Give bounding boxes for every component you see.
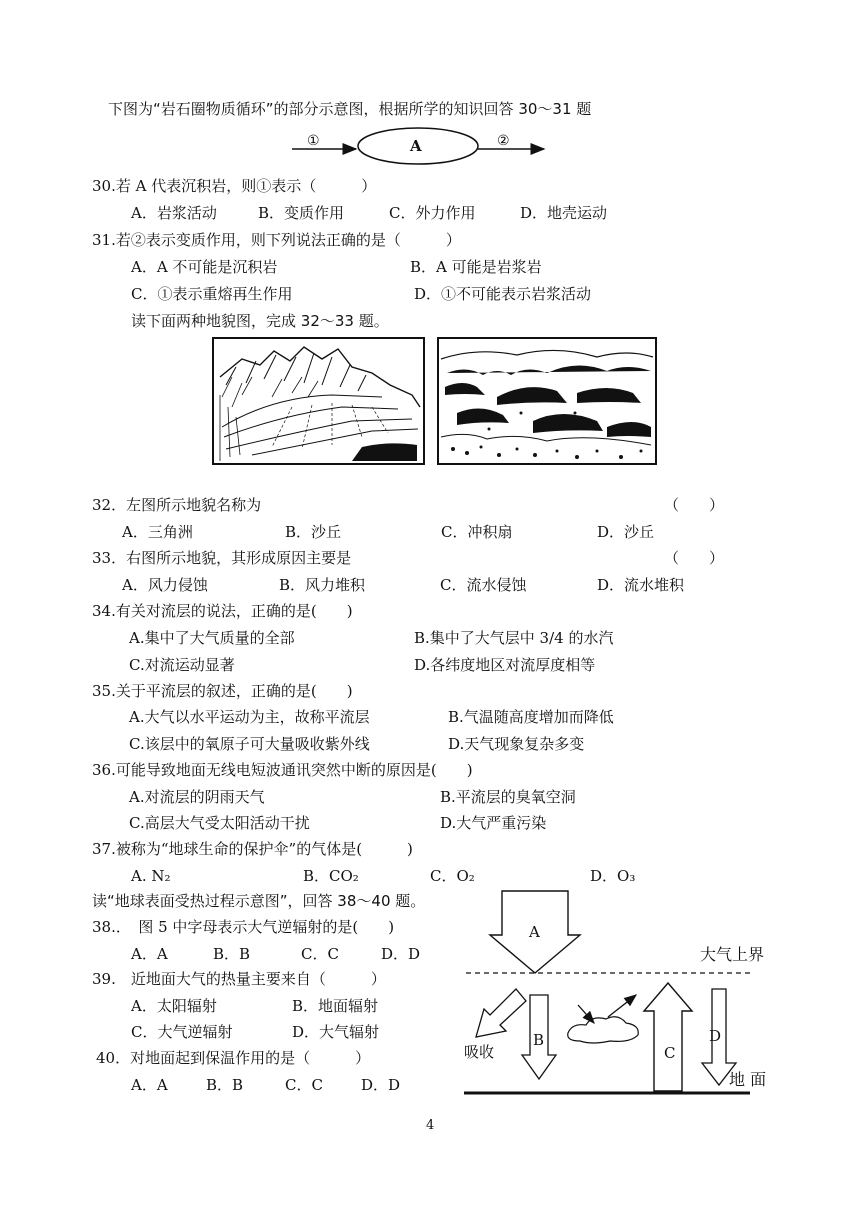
q38-stem: 38.． 图 5 中字母表示大气逆辐射的是( ) (92, 918, 395, 936)
q33-option-b: B．风力堆积 (279, 576, 366, 594)
q40-option-a: A．A (131, 1076, 168, 1094)
q35-option-a: A.大气以水平运动为主，故称平流层 (129, 708, 370, 726)
heating-label-c: C (664, 1044, 676, 1062)
cloud (568, 1017, 639, 1043)
q30-stem: 30.若 A 代表沉积岩，则①表示（ ） (92, 177, 377, 195)
q37-option-c: C．O₂ (430, 867, 475, 885)
cycle-label-A: A (410, 137, 422, 155)
q38-option-c: C．C (301, 945, 339, 963)
q32-stem: 32．左图所示地貌名称为 (92, 496, 262, 514)
heating-intro: 读“地球表面受热过程示意图”，回答 38～40 题。 (92, 892, 426, 910)
page-number: 4 (426, 1118, 435, 1133)
q30-option-c: C．外力作用 (389, 204, 476, 222)
q32-option-d: D．沙丘 (597, 523, 655, 541)
q31-option-c: C．①表示重熔再生作用 (131, 285, 293, 303)
q39-option-a: A．太阳辐射 (131, 997, 217, 1015)
q37-option-a: A. N₂ (131, 867, 171, 885)
q30-option-b: B．变质作用 (258, 204, 345, 222)
q31-option-b: B．A 可能是岩浆岩 (410, 258, 542, 276)
q35-option-d: D.天气现象复杂多变 (448, 735, 585, 753)
q35-option-c: C.该层中的氧原子可大量吸收紫外线 (129, 735, 370, 753)
q33-answer-bracket: （ ） (664, 549, 725, 567)
q37-option-b: B．CO₂ (303, 867, 359, 885)
cycle-label-1: ① (307, 133, 320, 149)
q36-stem: 36.可能导致地面无线电短波通讯突然中断的原因是( ) (92, 761, 473, 779)
q32-answer-bracket: （ ） (664, 496, 725, 514)
heating-ground-label: 地 面 (729, 1070, 767, 1089)
q31-option-d: D．①不可能表示岩浆活动 (414, 285, 592, 303)
q33-option-a: A．风力侵蚀 (122, 576, 208, 594)
q40-option-d: D．D (361, 1076, 401, 1094)
q33-stem: 33．右图所示地貌，其形成原因主要是 (92, 549, 352, 567)
q39-option-c: C．大气逆辐射 (131, 1023, 233, 1041)
q36-option-a: A.对流层的阴雨天气 (129, 788, 265, 806)
q33-option-c: C．流水侵蚀 (440, 576, 527, 594)
q40-option-b: B．B (206, 1076, 244, 1094)
q34-option-a: A.集中了大气质量的全部 (129, 629, 295, 647)
q38-option-a: A．A (131, 945, 168, 963)
absorb-arrow (476, 989, 526, 1037)
q31-stem: 31.若②表示变质作用，则下列说法正确的是（ ） (92, 231, 461, 249)
heating-top-boundary-label: 大气上界 (700, 945, 765, 964)
q35-option-b: B.气温随高度增加而降低 (448, 708, 614, 726)
heating-label-a: A (529, 923, 540, 941)
q34-option-d: D.各纬度地区对流厚度相等 (414, 656, 596, 674)
q32-option-a: A．三角洲 (122, 523, 193, 541)
arrow-c (644, 983, 692, 1091)
q31-option-a: A．A 不可能是沉积岩 (131, 258, 278, 276)
q38-option-d: D．D (381, 945, 421, 963)
q36-option-b: B.平流层的臭氧空洞 (440, 788, 576, 806)
q38-option-b: B．B (213, 945, 251, 963)
q39-stem: 39. 近地面大气的热量主要来自（ ） (92, 970, 386, 988)
q40-option-c: C．C (285, 1076, 323, 1094)
q36-option-d: D.大气严重污染 (440, 814, 547, 832)
q35-stem: 35.关于平流层的叙述，正确的是( ) (92, 682, 353, 700)
q40-stem: 40．对地面起到保温作用的是（ ） (96, 1049, 371, 1067)
q34-stem: 34.有关对流层的说法，正确的是( ) (92, 602, 353, 620)
rock-cycle-intro: 下图为“岩石圈物质循环”的部分示意图，根据所学的知识回答 30～31 题 (108, 100, 592, 118)
q34-option-c: C.对流运动显著 (129, 656, 235, 674)
q34-option-b: B.集中了大气层中 3/4 的水汽 (414, 629, 614, 647)
landform-intro: 读下面两种地貌图，完成 32～33 题。 (131, 312, 389, 330)
q33-option-d: D．流水堆积 (597, 576, 685, 594)
heating-label-b: B (533, 1031, 545, 1049)
wind-erosion-image (437, 337, 657, 465)
q37-stem: 37.被称为“地球生命的保护伞”的气体是( ) (92, 840, 413, 858)
cycle-label-2: ② (497, 133, 510, 149)
q32-option-b: B．沙丘 (285, 523, 342, 541)
alluvial-fan-image (212, 337, 425, 465)
q39-option-d: D．大气辐射 (292, 1023, 380, 1041)
q30-option-d: D．地壳运动 (520, 204, 608, 222)
q36-option-c: C.高层大气受太阳活动干扰 (129, 814, 310, 832)
heating-absorb-label: 吸收 (464, 1043, 495, 1061)
heating-label-d: D (709, 1027, 722, 1045)
q30-option-a: A．岩浆活动 (131, 204, 217, 222)
q37-option-d: D．O₃ (590, 867, 636, 885)
q32-option-c: C．冲积扇 (441, 523, 513, 541)
q39-option-b: B．地面辐射 (292, 997, 379, 1015)
